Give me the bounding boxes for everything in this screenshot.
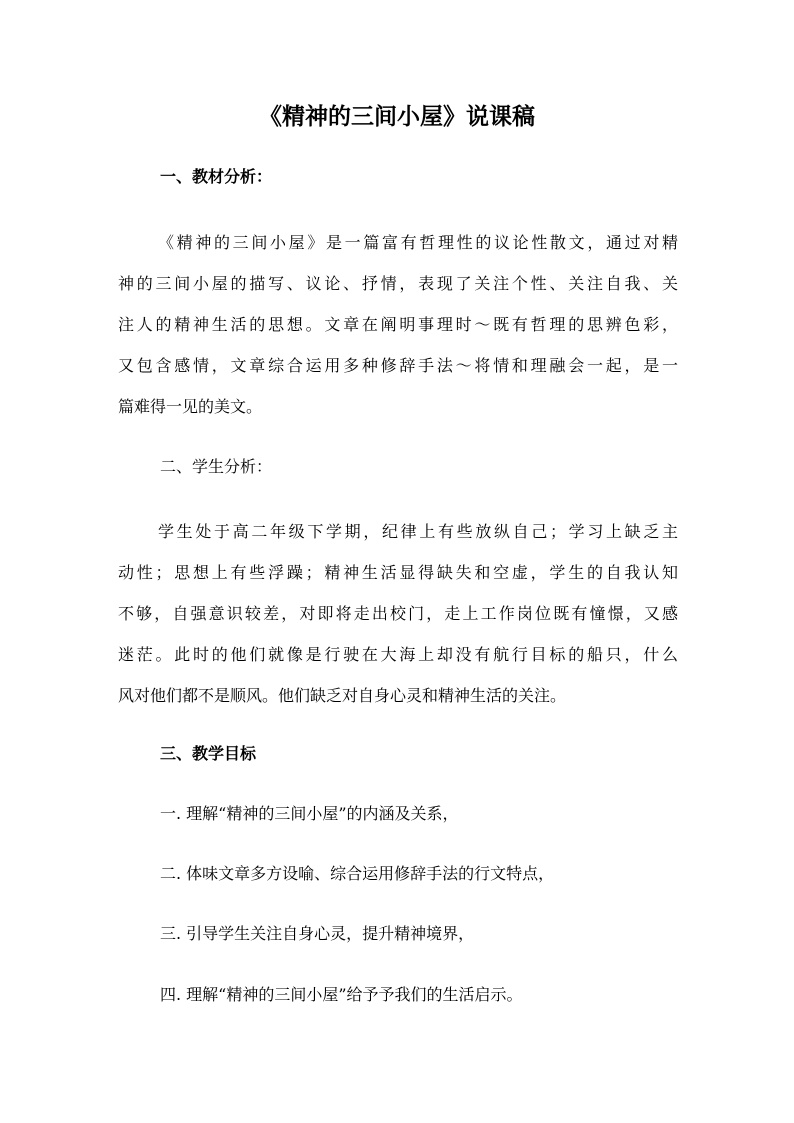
- paragraph-student-analysis: [118, 511, 678, 716]
- paragraph-line: 又包含感情，文章综合运用多种修辞手法～将情和理融会一起，是一: [118, 356, 678, 375]
- paragraph-line: 动性；思想上有些浮躁；精神生活显得缺失和空虚，学生的自我认知: [118, 563, 678, 582]
- paragraph-line: 注人的精神生活的思想。文章在阐明事理时～既有哲理的思辨色彩，: [118, 315, 678, 334]
- paragraph-line: 风对他们都不是顺风。他们缺乏对自身心灵和精神生活的关注。: [118, 686, 567, 705]
- page-title: 《精神的三间小屋》说课稿: [259, 103, 535, 130]
- teaching-goal-item: 四. 理解“精神的三间小屋”给予予我们的生活启示。: [160, 985, 523, 1004]
- paragraph-line: 《精神的三间小屋》是一篇富有哲理性的议论性散文，通过对精: [158, 233, 678, 252]
- section-heading-textbook-analysis: 一、教材分析：: [160, 167, 273, 186]
- paragraph-textbook-analysis: [118, 222, 678, 427]
- paragraph-line: 学生处于高二年级下学期，纪律上有些放纵自己；学习上缺乏主: [158, 522, 678, 541]
- section-heading-student-analysis: 二、学生分析：: [160, 457, 273, 476]
- paragraph-line: 不够，自强意识较差，对即将走出校门，走上工作岗位既有憧憬，又感: [118, 604, 678, 623]
- teaching-goal-item: 一. 理解“精神的三间小屋”的内涵及关系，: [160, 804, 459, 823]
- section-heading-teaching-goals: 三、教学目标: [160, 744, 257, 763]
- paragraph-line: 篇难得一见的美文。: [118, 397, 263, 416]
- teaching-goal-item: 三. 引导学生关注自身心灵，提升精神境界，: [160, 924, 475, 943]
- paragraph-line: 神的三间小屋的描写、议论、抒情，表现了关注个性、关注自我、关: [118, 274, 678, 293]
- paragraph-line: 迷茫。此时的他们就像是行驶在大海上却没有航行目标的船只，什么: [118, 645, 678, 664]
- teaching-goal-item: 二. 体味文章多方设喻、综合运用修辞手法的行文特点，: [160, 864, 555, 883]
